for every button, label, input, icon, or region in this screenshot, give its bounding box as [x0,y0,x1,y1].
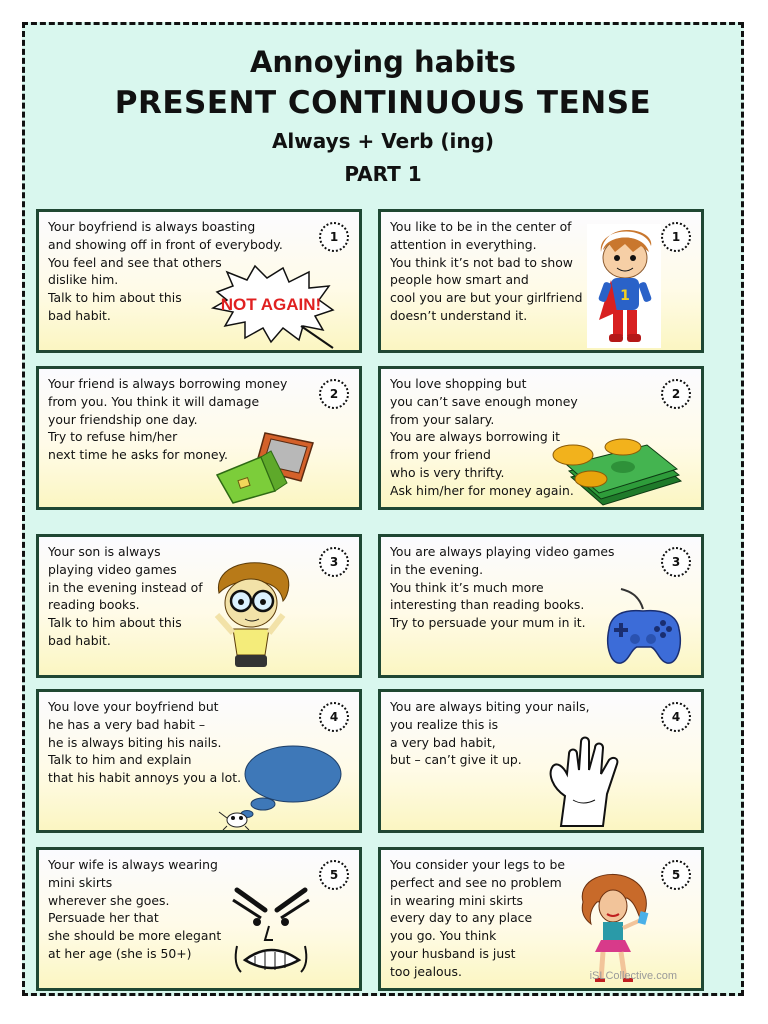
card-left-3 [36,534,362,678]
card-left-2 [36,366,362,510]
svg-text:1: 1 [620,288,630,304]
card-right-1 [378,209,704,353]
card-number: 2 [661,379,691,409]
card-number: 4 [319,702,349,732]
woman-miniskirt-icon [577,872,653,986]
card-number: 3 [319,547,349,577]
card-right-2 [378,366,704,510]
sticker-text: NOT AGAIN! [220,295,322,314]
card-left-5 [36,847,362,991]
card-left-1 [36,209,362,353]
nerd-boy-icon [211,559,293,673]
title: Annoying habits [249,45,517,79]
money-stack-icon [551,437,683,507]
subtitle: PRESENT CONTINUOUS TENSE [114,85,652,121]
card-number: 4 [661,702,691,732]
card-text: You love your boyfriend but he has a very bad habit – he is always biting his nails. Talk to him and explain that his habit annoys you a lot. [48,699,242,786]
hand-icon [543,730,625,828]
card-number: 1 [319,222,349,252]
watermark: iSLCollective.com [589,970,677,982]
card-text: Your son is always playing video games in the evening instead of reading books. Talk to him about this bad habit. [48,544,203,648]
card-number: 3 [661,547,691,577]
card-right-3 [378,534,704,678]
not-again-speech-burst-icon [209,264,337,350]
card-text: You are always playing video games in the evening. You think it’s much more interesting than reading books. Try to persuade your mum in it. [390,544,615,631]
formula: Always + Verb (ing) [271,129,495,153]
wallet-icon [215,429,319,505]
superhero-boy-icon [587,224,661,348]
card-text: Your boyfriend is always boasting and showing off in front of everybody. You feel and see that others dislike him. Talk to him about this bad habit. [48,219,283,323]
card-text: You like to be in the center of attention in everything. You think it’s not bad to show people how smart and cool you are but your girlfriend doesn’t understand it. [390,219,583,323]
card-number: 5 [661,860,691,890]
card-text: Your wife is always wearing mini skirts wherever she goes. Persuade her that she should be more elegant at her age (she is 50+) [48,857,222,961]
part-label: PART 1 [344,162,422,186]
angry-face-icon [229,876,313,978]
thought-bubble-icon [215,742,345,830]
card-number: 5 [319,860,349,890]
card-left-4 [36,689,362,833]
card-text: Your friend is always borrowing money from you. You think it will damage your friendship one day. Try to refuse him/her next time he asks for money. [48,376,288,463]
card-right-5 [378,847,704,991]
card-number: 2 [319,379,349,409]
card-right-4 [378,689,704,833]
gamepad-icon [599,585,689,673]
card-text: You are always biting your nails, you realize this is a very bad habit, but – can’t give it up. [390,699,590,768]
card-text: You love shopping but you can’t save enough money from your salary. You are always borrowing it from your friend who is very thrifty. Ask him/her for money again. [390,376,578,498]
card-text: You consider your legs to be perfect and see no problem in wearing mini skirts every day to any place you go. You think your husband is just too jealous. [390,857,565,979]
card-number: 1 [661,222,691,252]
